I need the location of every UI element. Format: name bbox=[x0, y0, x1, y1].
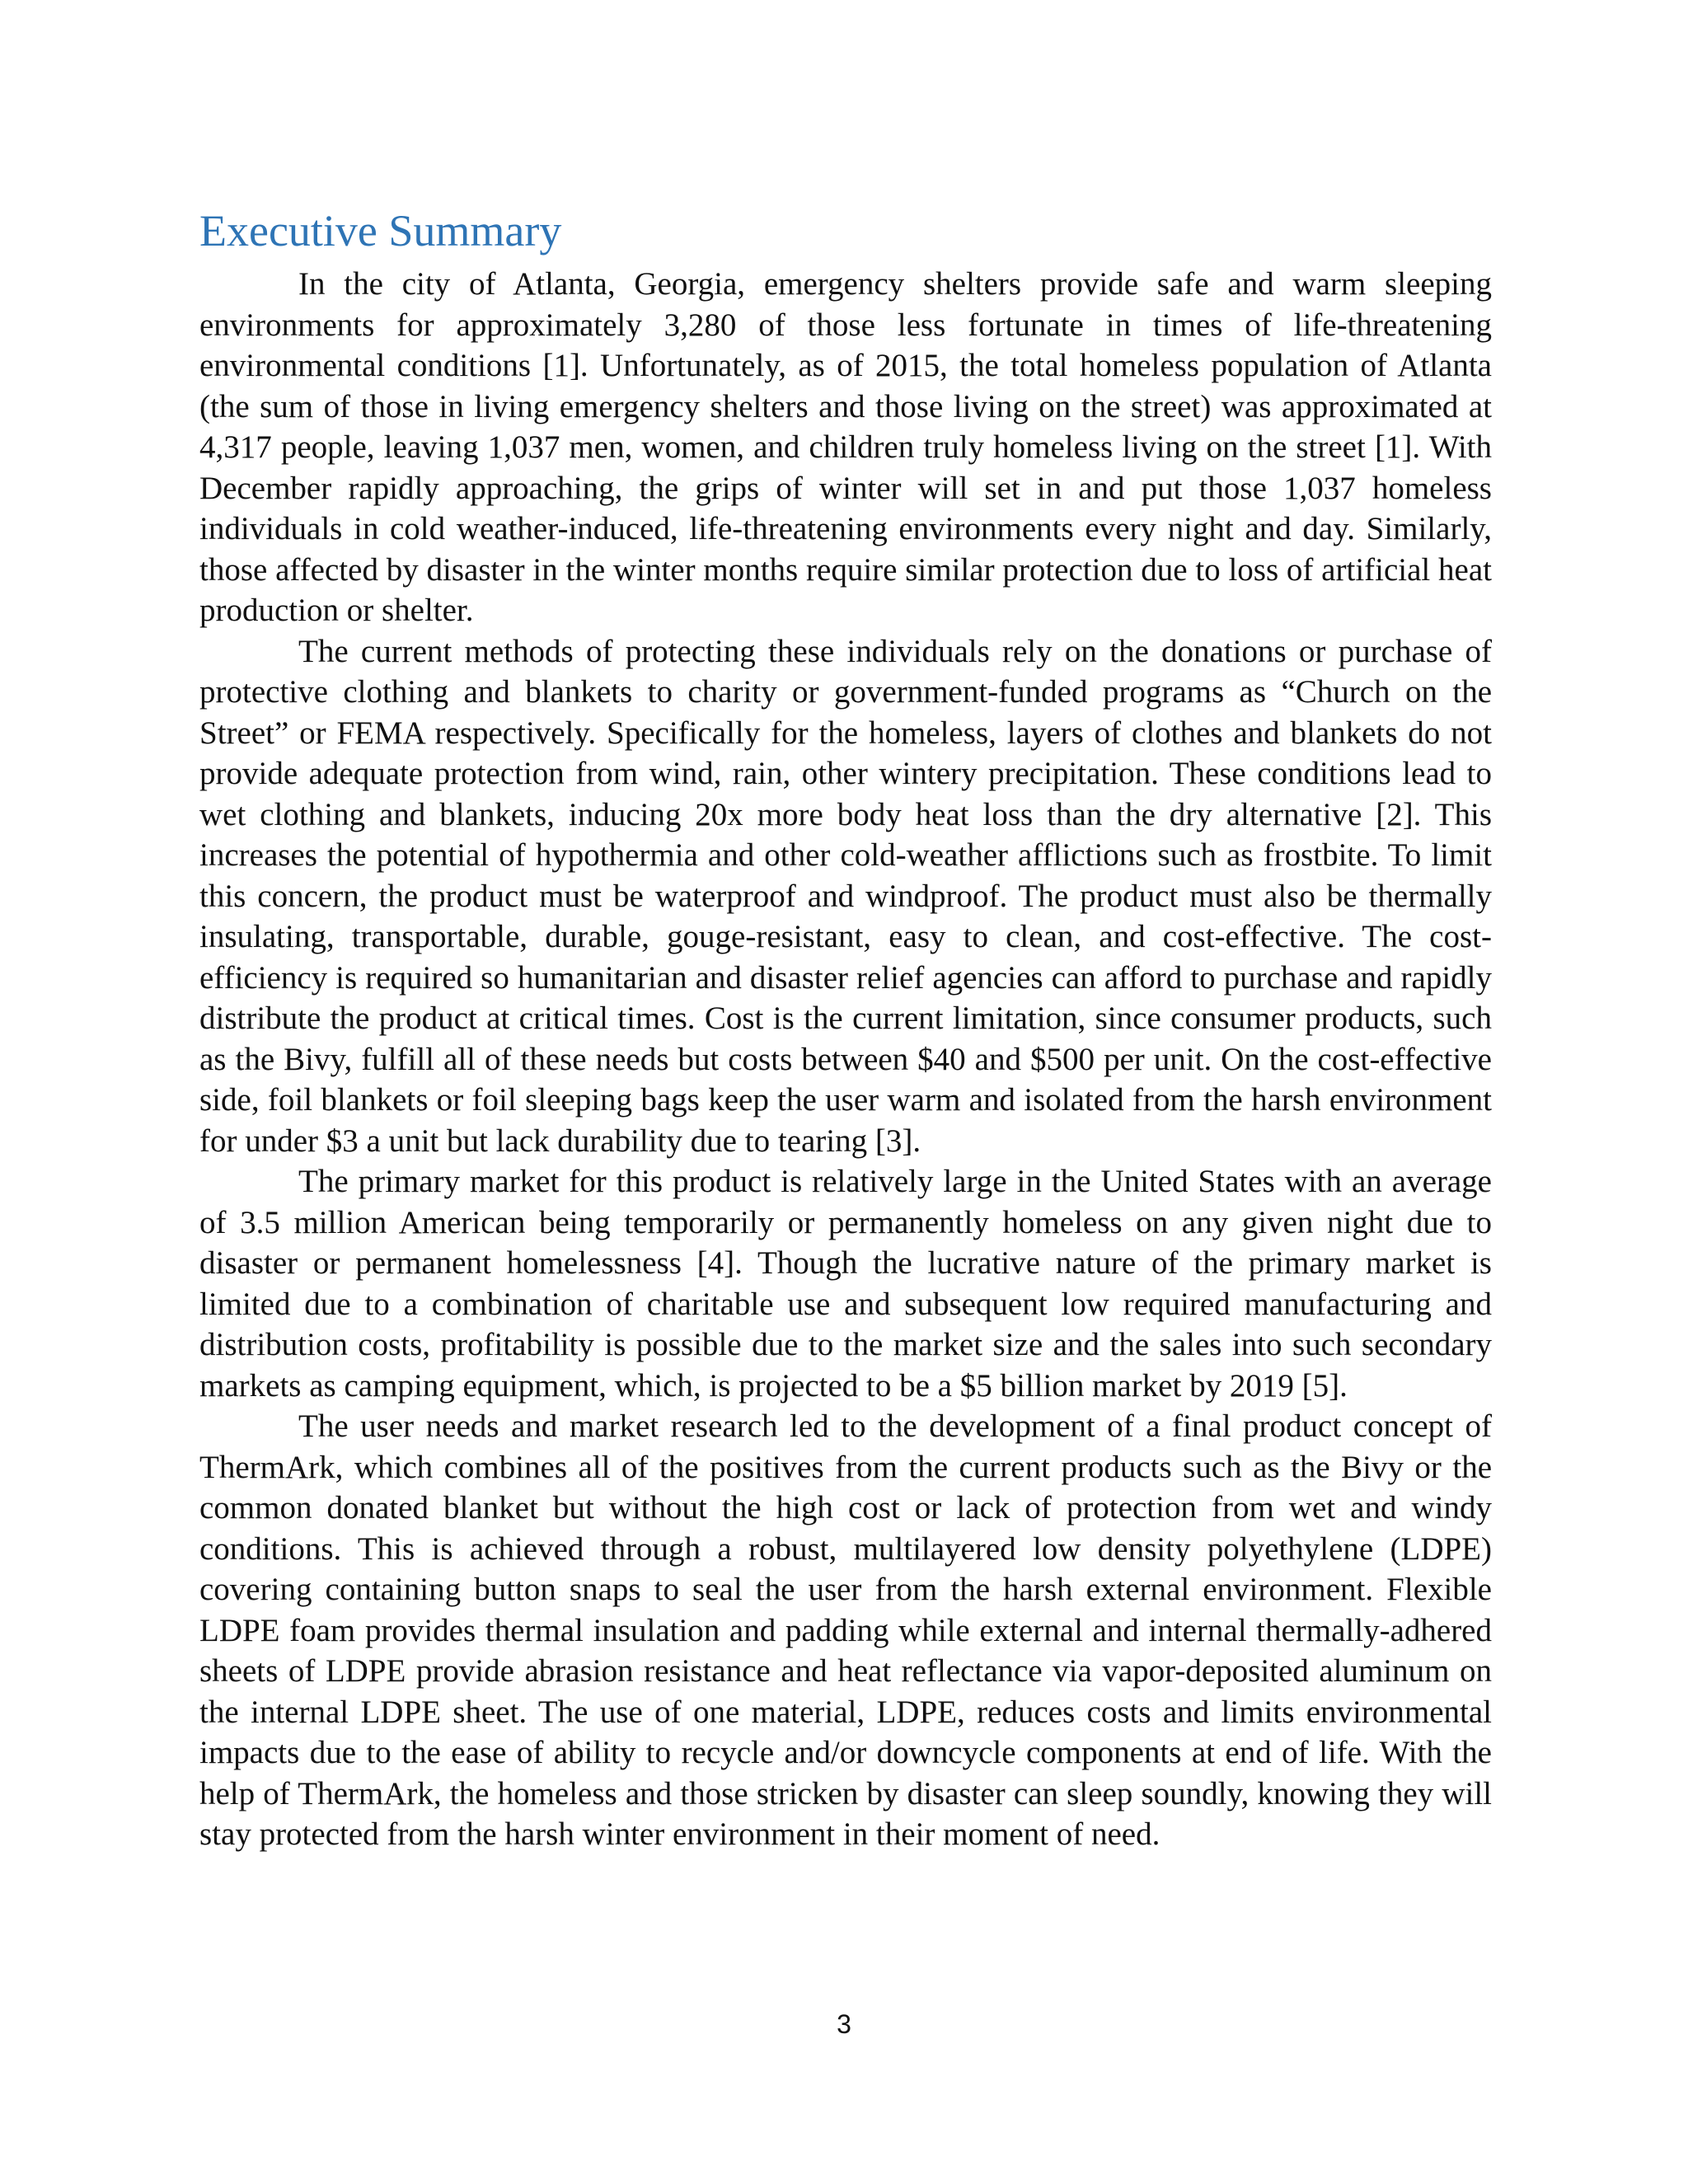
page-number: 3 bbox=[837, 2009, 851, 2039]
paragraph-intro: In the city of Atlanta, Georgia, emergency shelters provide safe and warm sleeping environments for approximately 3,280 of those less fortunate in times of life-threatening environmental conditions [1]. Unfortunately, as of 2015, the total homeless population of Atlanta (the sum of those in living emergency shelters and those living on the street) was approximated at 4,317 people, leaving 1,037 men, women, and children truly homeless living on the street [1]. With December rapidly approaching, the grips of winter will set in and put those 1,037 homeless individuals in cold weather-induced, life-threatening environments every night and day. Similarly, those affected by disaster in the winter months require similar protection due to loss of artificial heat production or shelter. bbox=[199, 266, 1492, 628]
paragraph-concept: The user needs and market research led to the development of a final product concept of ThermArk, which combines all of the positives from the current products such as the Bivy or the common donated blanket but without the high cost or lack of protection from wet and windy conditions. This is achieved through a robust, multilayered low density polyethylene (LDPE) covering containing button snaps to seal the user from the harsh external environment. Flexible LDPE foam provides thermal insulation and padding while external and internal thermally-adhered sheets of LDPE provide abrasion resistance and heat reflectance via vapor-deposited aluminum on the internal LDPE sheet. The use of one material, LDPE, reduces costs and limits environmental impacts due to the ease of ability to recycle and/or downcycle components at end of life. With the help of ThermArk, the homeless and those stricken by disaster can sleep soundly, knowing they will stay protected from the harsh winter environment in their moment of need. bbox=[199, 1408, 1492, 1852]
section-heading: Executive Summary bbox=[199, 206, 562, 255]
section-body bbox=[199, 264, 1492, 1855]
paragraph-market: The primary market for this product is relatively large in the United States with an average of 3.5 million American being temporarily or permanently homeless on any given night due to disaster or permanent homelessness [4]. Though the lucrative nature of the primary market is limited due to a combination of charitable use and subsequent low required manufacturing and distribution costs, profitability is possible due to the market size and the sales into such secondary markets as camping equipment, which, is projected to be a $5 billion market by 2019 [5]. bbox=[199, 1164, 1492, 1404]
paragraph-current-methods: The current methods of protecting these individuals rely on the donations or purchase of protective clothing and blankets to charity or government-funded programs as “Church on the Street” or FEMA respectively. Specifically for the homeless, layers of clothes and blankets do not provide adequate protection from wind, rain, other wintery precipitation. These conditions lead to wet clothing and blankets, inducing 20x more body heat loss than the dry alternative [2]. This increases the potential of hypothermia and other cold-weather afflictions such as frostbite. To limit this concern, the product must be waterproof and windproof. The product must also be thermally insulating, transportable, durable, gouge-resistant, easy to clean, and cost-effective. The cost-efficiency is required so humanitarian and disaster relief agencies can afford to purchase and rapidly distribute the product at critical times. Cost is the current limitation, since consumer products, such as the Bivy, fulfill all of these needs but costs between $40 and $500 per unit. On the cost-effective side, foil blankets or foil sleeping bags keep the user warm and isolated from the harsh environment for under $3 a unit but lack durability due to tearing [3]. bbox=[199, 633, 1492, 1159]
